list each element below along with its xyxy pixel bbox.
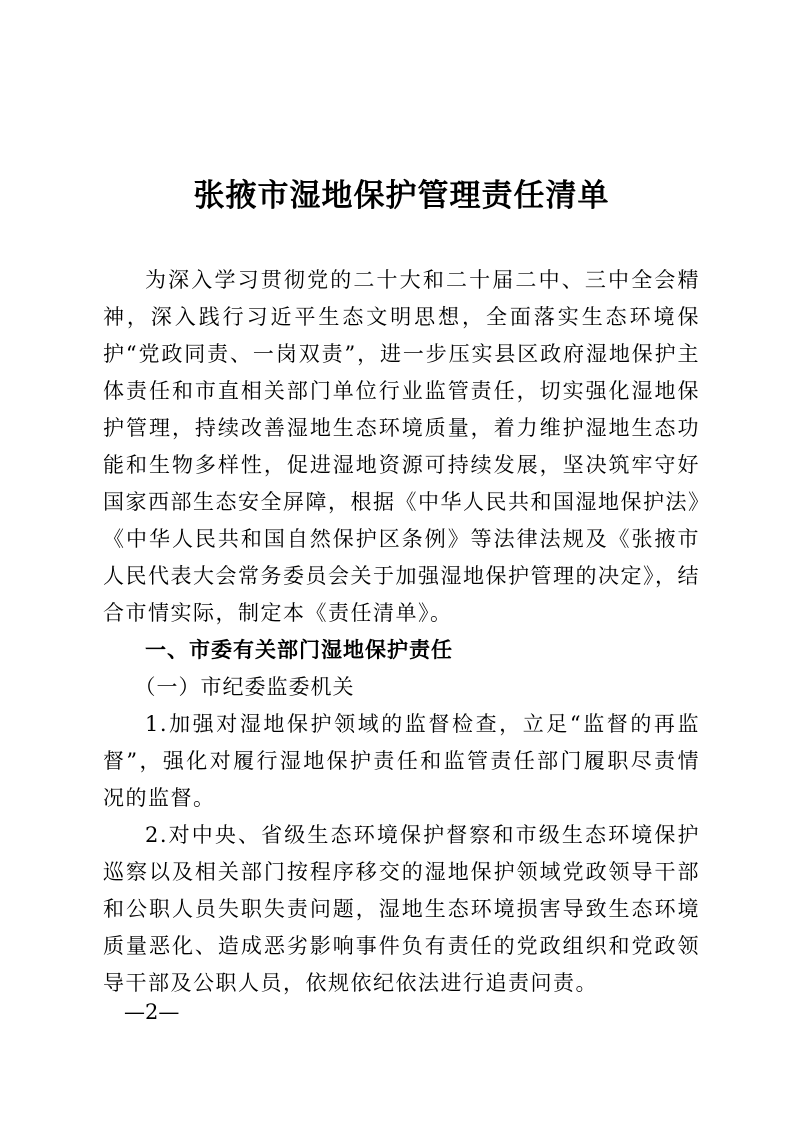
intro-paragraph: 为深入学习贯彻党的二十大和二十届二中、三中全会精神，深入践行习近平生态文明思想，全面落实生态环境保护“党政同责、一岗双责”，进一步压实县区政府湿地保护主体责任和市直相关部门单位行业监管责任，切实强化湿地保护管理，持续改善湿地生态环境质量，着力维护湿地生态功能和生物多样性，促进湿地资源可持续发展，坚决筑牢守好国家西部生态安全屏障，根据《中华人民共和国湿地保护法》《中华人民共和国自然保护区条例》等法律法规及《张掖市人民代表大会常务委员会关于加强湿地保护管理的决定》，结合市情实际，制定本《责任清单》。 [103, 268, 700, 625]
document-body [103, 176, 700, 1002]
subsection-1-heading: （一）市纪委监委机关 [134, 675, 355, 699]
section-1-heading: 一、市委有关部门湿地保护责任 [145, 638, 453, 662]
subsection-1-item-1: 1.加强对湿地保护领域的监督检查，立足“监督的再监督”，强化对履行湿地保护责任和监管责任部门履职尽责情况的监督。 [103, 712, 700, 810]
page-number: —2— [124, 1000, 180, 1024]
subsection-1-item-2: 2.对中央、省级生态环境保护督察和市级生态环境保护巡察以及相关部门按程序移交的湿地保护领域党政领导干部和公职人员失职失责问题，湿地生态环境损害导致生态环境质量恶化、造成恶劣影响事件负有责任的党政组织和党政领导干部及公职人员，依规依纪依法进行追责问责。 [103, 823, 700, 995]
document-title: 张掖市湿地保护管理责任清单 [193, 178, 610, 214]
